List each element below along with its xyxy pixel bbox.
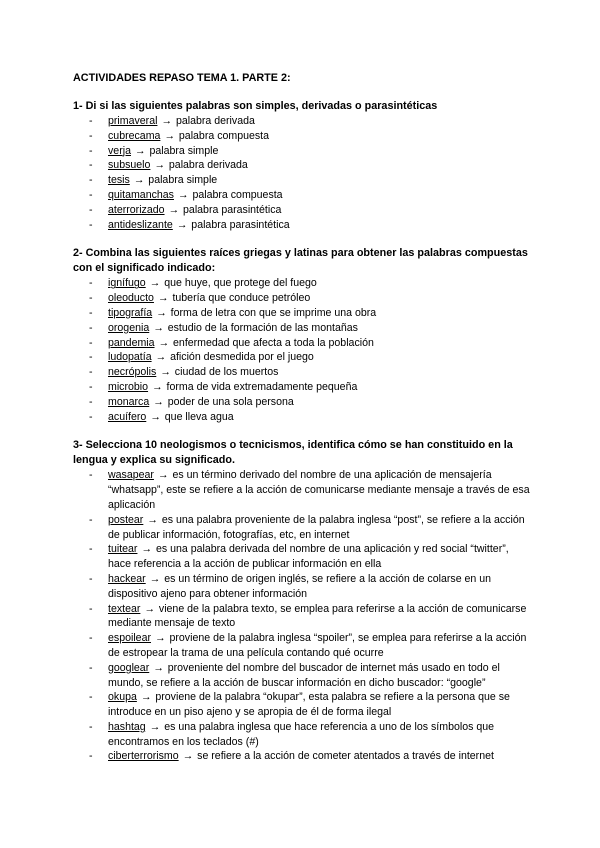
term-description: es un término derivado del nombre de una aplicación de mensajería “whatsapp”, este se refiere a la acción de comunicarse mediante mensaje a través de esa aplicación — [108, 469, 530, 511]
term-word: textear — [108, 602, 141, 615]
arrow-icon: → — [161, 115, 172, 127]
term-word: hashtag — [108, 720, 146, 733]
arrow-icon: → — [149, 572, 161, 585]
list-item — [73, 365, 533, 380]
term-description: forma de letra con que se imprime una obra — [170, 306, 377, 319]
term-description: tubería que conduce petróleo — [172, 292, 311, 305]
term-description: palabra parasintética — [183, 203, 282, 216]
list-item — [73, 380, 533, 395]
arrow-icon: → — [154, 632, 166, 645]
list-item — [73, 720, 533, 750]
term-word: postear — [108, 513, 144, 526]
arrow-icon: → — [182, 750, 194, 763]
arrow-icon: → — [152, 380, 163, 393]
bullet-dash: - — [89, 395, 93, 408]
bullet-dash: - — [89, 691, 93, 704]
arrow-icon: → — [157, 292, 169, 305]
bullet-dash: - — [89, 380, 93, 393]
arrow-icon: → — [147, 513, 158, 526]
list-item — [73, 690, 533, 720]
list-item — [73, 321, 533, 336]
list-item — [73, 158, 533, 173]
list-item — [73, 306, 533, 321]
term-word: ciberterrorismo — [108, 750, 179, 763]
term-word: monarca — [108, 395, 150, 408]
bullet-dash: - — [89, 513, 93, 526]
list-item — [73, 336, 533, 351]
term-word: tipografía — [108, 306, 153, 319]
word-list — [73, 276, 533, 424]
term-word: primaveral — [108, 115, 158, 127]
arrow-icon: → — [149, 720, 161, 733]
list-item — [73, 276, 533, 291]
bullet-dash: - — [89, 203, 93, 216]
list-item — [73, 203, 533, 218]
term-description: es una palabra derivada del nombre de una aplicación y red social “twitter”, hace referencia a la acción de publicar información en ella — [108, 543, 509, 571]
term-description: palabra parasintética — [191, 218, 290, 231]
term-word: subsuelo — [108, 159, 151, 172]
section-2 — [73, 246, 533, 424]
arrow-icon: → — [134, 144, 146, 157]
arrow-icon: → — [141, 543, 152, 556]
word-list — [73, 114, 533, 232]
bullet-dash: - — [89, 366, 93, 379]
arrow-icon: → — [153, 321, 164, 334]
term-word: quitamanchas — [108, 188, 174, 201]
bullet-dash: - — [89, 115, 93, 127]
term-description: que lleva agua — [164, 410, 234, 423]
term-word: microbio — [108, 380, 149, 393]
arrow-icon: → — [149, 277, 161, 290]
bullet-dash: - — [89, 336, 93, 349]
term-word: espoilear — [108, 632, 151, 645]
term-description: afición desmedida por el juego — [170, 351, 314, 364]
term-word: tesis — [108, 174, 130, 187]
term-description: se refiere a la acción de cometer atentados a través de internet — [197, 750, 494, 763]
term-word: googlear — [108, 661, 150, 674]
bullet-dash: - — [89, 572, 93, 585]
bullet-dash: - — [89, 188, 93, 201]
bullet-dash: - — [89, 306, 93, 319]
arrow-icon: → — [164, 129, 175, 142]
bullet-dash: - — [89, 144, 93, 157]
bullet-dash: - — [89, 351, 93, 364]
term-description: poder de una sola persona — [167, 395, 294, 408]
term-word: necrópolis — [108, 366, 157, 379]
arrow-icon: → — [177, 188, 189, 201]
term-word: ludopatía — [108, 351, 152, 364]
bullet-dash: - — [89, 321, 93, 334]
arrow-icon: → — [150, 410, 161, 423]
term-description: viene de la palabra texto, se emplea para referirse a la acción de comunicarse mediante mensaje de texto — [108, 602, 527, 630]
term-word: aterrorizado — [108, 203, 165, 216]
term-word: tuitear — [108, 543, 138, 556]
term-description: palabra simple — [149, 144, 219, 157]
list-item — [73, 129, 533, 144]
term-word: orogenia — [108, 321, 150, 334]
list-item — [73, 291, 533, 306]
list-item — [73, 602, 533, 632]
bullet-dash: - — [89, 661, 93, 674]
term-description: enfermedad que afecta a toda la población — [173, 336, 374, 349]
term-word: verja — [108, 144, 131, 157]
arrow-icon: → — [176, 218, 188, 231]
arrow-icon: → — [158, 336, 170, 349]
term-word: okupa — [108, 691, 137, 704]
section-heading: 2- Combina las siguientes raíces griegas y latinas para obtener las palabras compuestas con el significado indicado: — [73, 247, 528, 275]
bullet-dash: - — [89, 129, 93, 142]
section-heading: 3- Selecciona 10 neologismos o tecnicismos, identifica cómo se han constituido en la lengua y explica su significado. — [73, 439, 513, 467]
list-item — [73, 144, 533, 159]
list-item — [73, 395, 533, 410]
term-word: ignífugo — [108, 277, 146, 290]
bullet-dash: - — [89, 277, 93, 290]
arrow-icon: → — [155, 351, 167, 364]
term-description: proveniente del nombre del buscador de internet más usado en todo el mundo, se refiere a la acción de buscar información en dicho buscador: “google” — [108, 661, 500, 689]
arrow-icon: → — [157, 469, 169, 482]
term-description: que huye, que protege del fuego — [164, 277, 317, 290]
term-word: acuífero — [108, 410, 147, 423]
term-word: pandemia — [108, 336, 155, 349]
bullet-dash: - — [89, 720, 93, 733]
term-description: palabra compuesta — [178, 129, 270, 142]
term-description: es un término de origen inglés, se refiere a la acción de colarse en un dispositivo ajeno para obtener información — [108, 572, 492, 600]
word-list — [73, 468, 533, 764]
section-heading: 1- Di si las siguientes palabras son simples, derivadas o parasintéticas — [73, 100, 438, 112]
term-word: antideslizante — [108, 218, 173, 231]
bullet-dash: - — [89, 174, 93, 187]
list-item — [73, 218, 533, 233]
term-description: estudio de la formación de las montañas — [167, 321, 358, 334]
bullet-dash: - — [89, 543, 93, 556]
document-title: ACTIVIDADES REPASO TEMA 1. PARTE 2: — [73, 72, 291, 84]
term-word: cubrecama — [108, 129, 161, 142]
bullet-dash: - — [89, 469, 93, 482]
term-description: proviene de la palabra inglesa “spoiler”, se emplea para referirse a la acción de estropear la trama de una película contando qué ocurre — [108, 632, 527, 659]
term-word: wasapear — [108, 469, 154, 482]
bullet-dash: - — [89, 750, 93, 763]
term-word: oleoducto — [108, 292, 154, 305]
term-description: palabra simple — [148, 174, 218, 187]
list-item — [73, 468, 533, 512]
bullet-dash: - — [89, 410, 93, 423]
bullet-dash: - — [89, 602, 93, 615]
term-description: proviene de la palabra “okupar”, esta palabra se refiere a la persona que se introduce en un piso ajeno y se apropia de él de forma ilegal — [108, 691, 510, 719]
bullet-dash: - — [89, 159, 93, 172]
term-description: es una palabra proveniente de la palabra inglesa “post”, se refiere a la acción de publicar información, fotografías, etc, en internet — [108, 513, 525, 541]
arrow-icon: → — [133, 174, 145, 187]
list-item — [73, 749, 533, 764]
arrow-icon: → — [154, 159, 165, 172]
list-item — [73, 173, 533, 188]
term-description: es una palabra inglesa que hace referencia a uno de los símbolos que encontramos en los teclados (#) — [108, 720, 495, 748]
arrow-icon: → — [153, 395, 164, 408]
arrow-icon: → — [168, 203, 180, 216]
list-item — [73, 513, 533, 543]
section-3 — [73, 438, 533, 764]
arrow-icon: → — [140, 691, 152, 704]
list-item — [73, 410, 533, 425]
term-description: ciudad de los muertos — [174, 366, 279, 379]
term-description: palabra compuesta — [192, 188, 283, 201]
list-item — [73, 631, 533, 661]
list-item — [73, 661, 533, 691]
list-item — [73, 572, 533, 602]
arrow-icon: → — [156, 306, 167, 319]
list-item — [73, 542, 533, 572]
arrow-icon: → — [144, 602, 155, 615]
arrow-icon: → — [160, 366, 171, 379]
list-item — [73, 188, 533, 203]
term-description: palabra derivada — [168, 159, 248, 172]
document-page — [73, 70, 533, 764]
section-1 — [73, 99, 533, 232]
bullet-dash: - — [89, 292, 93, 305]
term-description: forma de vida extremadamente pequeña — [166, 380, 358, 393]
bullet-dash: - — [89, 218, 93, 231]
list-item — [73, 350, 533, 365]
arrow-icon: → — [153, 661, 164, 674]
term-description: palabra derivada — [175, 115, 255, 127]
term-word: hackear — [108, 572, 146, 585]
list-item — [73, 114, 533, 129]
bullet-dash: - — [89, 632, 93, 645]
